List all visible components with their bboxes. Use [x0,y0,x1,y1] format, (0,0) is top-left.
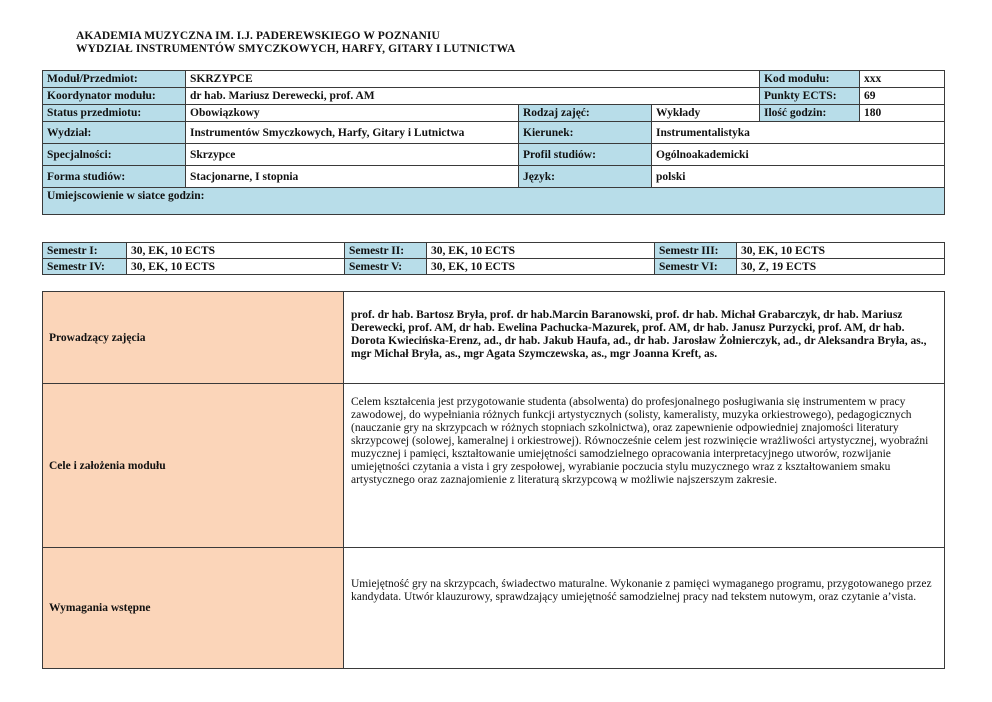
semester-5-value: 30, EK, 10 ECTS [427,259,655,275]
profile-label: Profil studiów: [519,144,652,166]
language-label: Język: [519,166,652,188]
status-label: Status przedmiotu: [43,105,186,122]
instructors-label: Prowadzący zajęcia [43,292,344,384]
module-details-table [42,291,945,669]
ects-value: 69 [860,88,945,105]
study-form-label: Forma studiów: [43,166,186,188]
semester-1-label: Semestr I: [43,243,127,259]
goals-value: Celem kształcenia jest przygotowanie studenta (absolwenta) do profesjonalnego posługiwania się instrumentem w pracy zawodowej, do wypełniania różnych funkcji artystycznych (solisty, kameralisty, muzyka orkiestrowego), pedagogicznych (nauczanie gry na skrzypcach w różnych stopniach szkolnictwa), oraz zapewnienie odpowiedniej znajomości literatury skrzypcowej (solowej, kameralnej i orkiestrowej). Równocześnie celem jest rozwinięcie wrażliwości artystycznej, wyobraźni muzycznej i pamięci, kształtowanie umiejętności samodzielnego opracowania interpretacyjnego utworów, rozwijanie umiejętności czytania a vista i gry zespołowej, wyrabianie poczucia stylu muzycznego wraz z kształtowaniem smaku artystycznego oraz zaznajomienie z literaturą skrzypcową w możliwie najszerszym zakresie. [344,384,945,548]
language-value: polski [652,166,945,188]
semester-3-value: 30, EK, 10 ECTS [737,243,945,259]
module-code-label: Kod modułu: [760,71,860,88]
coordinator-label: Koordynator modułu: [43,88,186,105]
semester-table [42,242,945,275]
faculty-value: Instrumentów Smyczkowych, Harfy, Gitary i Lutnictwa [186,122,519,144]
class-type-label: Rodzaj zajęć: [519,105,652,122]
prerequisites-label: Wymagania wstępne [43,548,344,669]
specialty-label: Specjalności: [43,144,186,166]
study-form-value: Stacjonarne, I stopnia [186,166,519,188]
hours-value: 180 [860,105,945,122]
semester-6-label: Semestr VI: [655,259,737,275]
field-value: Instrumentalistyka [652,122,945,144]
semester-4-label: Semestr IV: [43,259,127,275]
profile-value: Ogólnoakademicki [652,144,945,166]
module-label: Moduł/Przedmiot: [43,71,186,88]
semester-6-value: 30, Z, 19 ECTS [737,259,945,275]
institution-name: AKADEMIA MUZYCZNA IM. I.J. PADEREWSKIEGO W POZNANIU [76,30,440,42]
semester-3-label: Semestr III: [655,243,737,259]
placement-label: Umiejscowienie w siatce godzin: [43,188,945,215]
semester-1-value: 30, EK, 10 ECTS [127,243,345,259]
semester-row [43,243,945,259]
module-value: SKRZYPCE [186,71,760,88]
hours-label: Ilość godzin: [760,105,860,122]
faculty-name: WYDZIAŁ INSTRUMENTÓW SMYCZKOWYCH, HARFY, GITARY I LUTNICTWA [76,43,516,55]
semester-2-label: Semestr II: [345,243,427,259]
module-code-value: xxx [860,71,945,88]
goals-label: Cele i założenia modułu [43,384,344,548]
field-label: Kierunek: [519,122,652,144]
prerequisites-value: Umiejętność gry na skrzypcach, świadectwo maturalne. Wykonanie z pamięci wymaganego programu, przygotowanego przez kandydata. Utwór klauzurowy, sprawdzający umiejętność samodzielnej pracy nad tekstem nutowym, oraz czytanie a’vista. [344,548,945,669]
module-info-table [42,70,945,215]
coordinator-value: dr hab. Mariusz Derewecki, prof. AM [186,88,760,105]
faculty-label: Wydział: [43,122,186,144]
status-value: Obowiązkowy [186,105,519,122]
ects-label: Punkty ECTS: [760,88,860,105]
semester-row [43,259,945,275]
semester-4-value: 30, EK, 10 ECTS [127,259,345,275]
specialty-value: Skrzypce [186,144,519,166]
semester-2-value: 30, EK, 10 ECTS [427,243,655,259]
semester-5-label: Semestr V: [345,259,427,275]
class-type-value: Wykłady [652,105,760,122]
instructors-value: prof. dr hab. Bartosz Bryła, prof. dr hab.Marcin Baranowski, prof. dr hab. Michał Grabarczyk, dr hab. Mariusz Derewecki, prof. AM, dr hab. Ewelina Pachucka-Mazurek, prof. AM, dr hab. Janusz Purzycki, prof. AM, dr hab. Dorota Kwiecińska-Erenz, ad., dr hab. Jakub Haufa, ad., dr hab. Jarosław Żołnierczyk, ad., dr Aleksandra Bryła, as., mgr Michał Bryła, as., mgr Agata Szymczewska, as., mgr Joanna Kreft, as. [344,292,945,384]
